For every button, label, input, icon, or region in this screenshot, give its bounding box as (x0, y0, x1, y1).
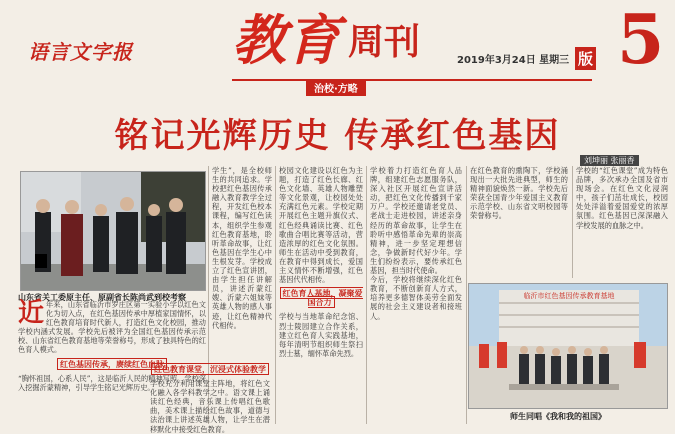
newspaper-name: 语言文字报 (28, 40, 133, 64)
page-number: 5 (617, 0, 665, 80)
text-column-4 (370, 166, 462, 424)
subheading: 红色教育课堂，沉浸式体验教学 (150, 365, 270, 374)
issue-date: 2019年3月24日 星期三 (457, 55, 570, 66)
article-headline: 铭记光辉历史 传承红色基因 (114, 116, 561, 156)
drop-cap: 近 (18, 298, 45, 328)
column-divider (366, 166, 367, 424)
column-divider (466, 166, 467, 424)
photo-caption: 山东省关工委原主任、原副省长陈尚武到校考察 (18, 293, 186, 302)
paragraph: 今后，学校将继续深化红色教育，不断创新育人方式，培养更多德智体美劳全面发展的社会主义建设者和接班人。 (370, 275, 462, 321)
paragraph: 学生”，是全校师生的共同追求。学校把红色基因传承融入教育教学全过程，开发红色校本课程，编写红色读本，组织学生参观红色教育基地，聆听革命故事，让红色基因在学生心中生根发芽。学校成立了红色宣讲团，由学生担任讲解员，讲述沂蒙红嫂、沂蒙六姐妹等英雄人物的感人事迹，让红色精神代代相传。 (212, 166, 272, 330)
subheading: 红色育人基地，凝聚爱国合力 (279, 289, 363, 307)
paragraph: 学校的“红色课堂”成为特色品牌，多次承办全国及省市现场会。在红色文化浸润中，孩子们茁壮成长，校园处处洋溢着爱国爱党的浓厚氛围。红色基因已深深融入学校发展的血脉之中。 (576, 166, 668, 230)
supplement-title-main: 教育 (232, 8, 340, 72)
article-byline: 刘坤丽 张丽香 (580, 155, 639, 166)
edition-label: 版 (575, 47, 596, 70)
text-column-5 (470, 166, 568, 278)
paragraph: 学校与当地革命纪念馆、烈士陵园建立合作关系，建立红色育人实践基地，每年清明节组织师生祭扫烈士墓，缅怀革命先烈。 (279, 312, 363, 358)
photo-caption-2: 师生同唱《我和我的祖国》 (510, 412, 606, 421)
paragraph: 年来，山东省临沂市罗庄区第一实验小学以红色文化为切入点，在红色基因传承中厚植家国情怀，以红色教育培育时代新人，打造红色文化校园，推动学校内涵式发展。学校先后被评为全国红色基因传承示范校、山东省红色教育基地等荣誉称号，形成了独具特色的红色育人模式。 (18, 300, 206, 355)
section-tag: 治校·方略 (306, 79, 366, 96)
photo-sign-text: 临沂市红色基因传承教育基地 (523, 292, 615, 300)
subheading: 红色基因传承，赓续红色血脉 (18, 360, 206, 369)
masthead-rule (232, 79, 592, 81)
paragraph: 在红色教育的熏陶下，学校涌现出一大批先进典型，师生的精神面貌焕然一新。学校先后荣获全国青少年爱国主义教育示范学校、山东省文明校园等荣誉称号。 (470, 166, 568, 221)
text-column-3 (279, 166, 363, 424)
paragraph: 学校充分利用课堂主阵地，将红色文化融入各学科教学之中。语文课上诵读红色经典，音乐课上传唱红色歌曲，美术课上描绘红色故事，道德与法治课上讲述英雄人物，让学生在潜移默化中接受红色教育。 (150, 379, 270, 434)
text-column-6 (576, 166, 668, 278)
paragraph: “胸怀祖国，心系人民”，这是临沂人民的精神写照。学校深入挖掘沂蒙精神，引导学生铭记光辉历史。 (18, 373, 206, 392)
paragraph: 校园文化建设以红色为主题，打造了红色长廊、红色文化墙、英雄人物雕塑等文化景观，让校园处处充满红色元素。学校定期开展红色主题升旗仪式、红色经典诵读比赛、红色歌曲合唱比赛等活动，营造浓厚的红色文化氛围。师生在活动中受到教育，在教育中得到成长，爱国主义情怀不断增强，红色基因代代相传。 (279, 166, 363, 285)
photo-visit (20, 171, 206, 291)
supplement-title-sub: 周刊 (348, 22, 421, 63)
column-divider (572, 166, 573, 278)
paragraph: 学校着力打造红色育人品牌，组建红色志愿服务队，深入社区开展红色宣讲活动，把红色文化传播到千家万户。学校还邀请老党员、老战士走进校园，讲述亲身经历的革命故事，让学生在聆听中感悟革命先辈的崇高精神，进一步坚定理想信念，争做新时代好少年。学生们纷纷表示，要传承红色基因，担当时代使命。 (370, 166, 462, 276)
text-column-2b (150, 360, 270, 434)
photo-assembly (468, 283, 668, 409)
column-divider (275, 166, 276, 424)
